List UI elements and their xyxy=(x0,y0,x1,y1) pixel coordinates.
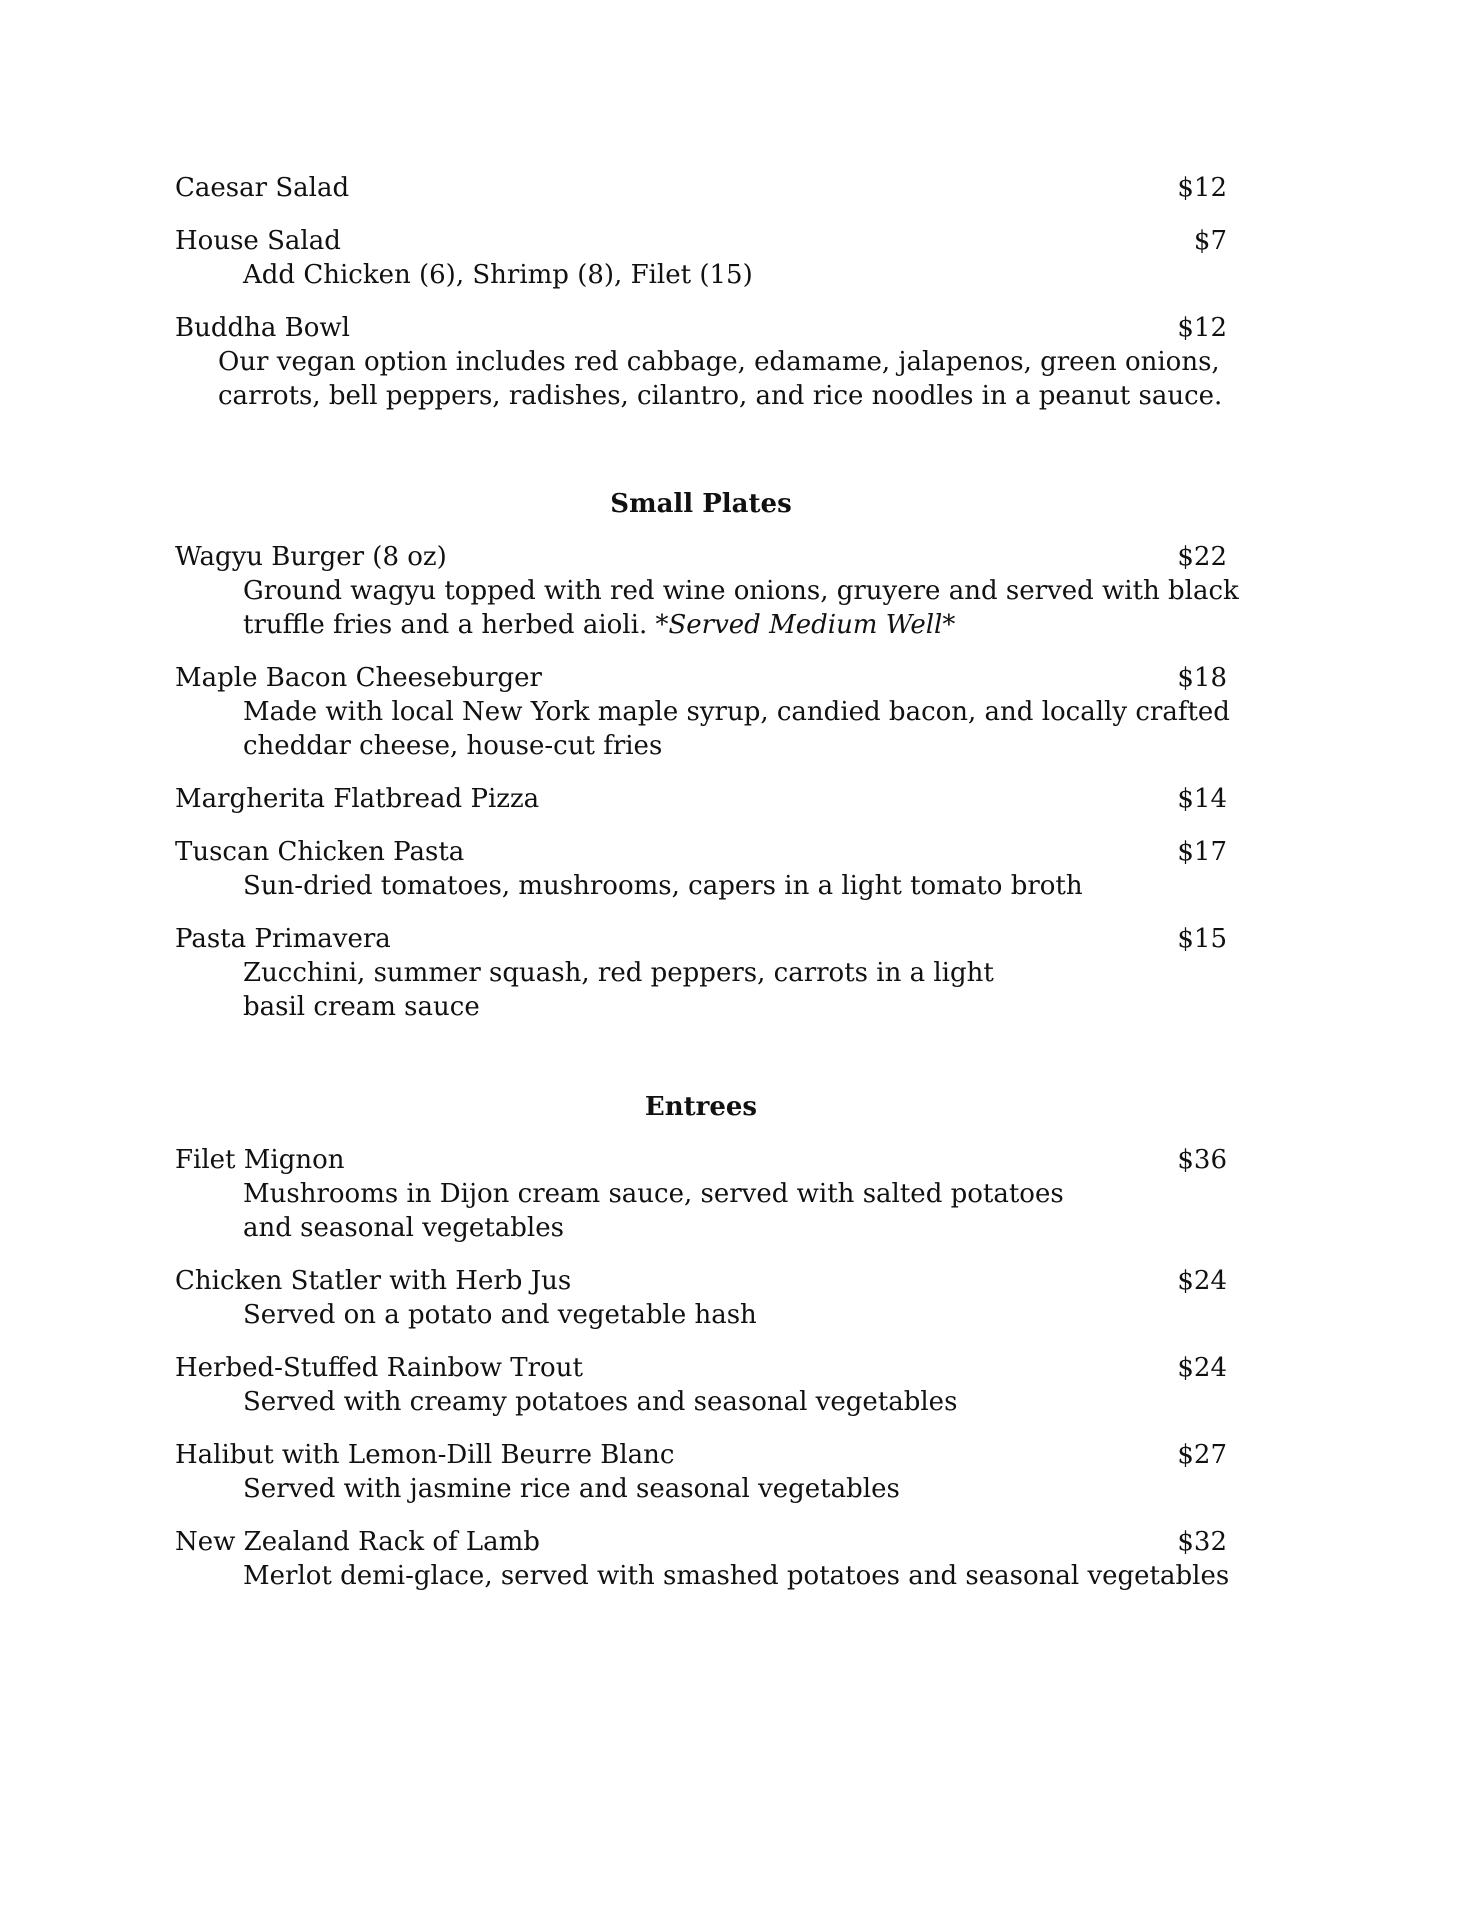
item-name: Chicken Statler with Herb Jus xyxy=(175,1266,572,1296)
item-price: $24 xyxy=(1177,1353,1227,1383)
item-description: Served on a potato and vegetable hash xyxy=(243,1300,757,1330)
item-name: Pasta Primavera xyxy=(175,924,391,954)
description-line: Merlot demi-glace, served with smashed potatoes and seasonal vegetables xyxy=(243,1561,1230,1591)
item-price: $24 xyxy=(1177,1266,1227,1296)
served-medium-well-note: Served Medium Well xyxy=(668,610,943,640)
item-name: Maple Bacon Cheeseburger xyxy=(175,663,542,693)
item-price: $12 xyxy=(1177,173,1227,203)
description-line: cheddar cheese, house-cut fries xyxy=(243,731,663,761)
item-name: Wagyu Burger (8 oz) xyxy=(175,542,447,572)
item-name: Herbed-Stuffed Rainbow Trout xyxy=(175,1353,583,1383)
item-name: Buddha Bowl xyxy=(175,313,350,343)
description-line: Zucchini, summer squash, red peppers, carrots in a light xyxy=(243,958,994,988)
menu-item-wagyu-burger xyxy=(175,540,1239,642)
section-title-entrees: Entrees xyxy=(644,1092,758,1122)
item-price: $12 xyxy=(1177,313,1227,343)
description-line: Ground wagyu topped with red wine onions, gruyere and served with black xyxy=(243,576,1239,606)
item-description: Served with jasmine rice and seasonal vegetables xyxy=(243,1474,900,1504)
description-line: carrots, bell peppers, radishes, cilantro, and rice noodles in a peanut sauce. xyxy=(218,381,1223,411)
description-line: Our vegan option includes red cabbage, edamame, jalapenos, green onions, xyxy=(218,347,1220,377)
menu-item-chicken-statler xyxy=(175,1264,1227,1332)
item-price: $27 xyxy=(1177,1440,1227,1470)
item-description xyxy=(175,574,1239,642)
description-line: truffle fries and a herbed aioli. *Served Medium Well* xyxy=(243,610,956,640)
menu-item-maple-bacon-cheeseburger xyxy=(175,661,1230,763)
menu-item-rainbow-trout xyxy=(175,1351,1227,1419)
description-line: and seasonal vegetables xyxy=(243,1213,564,1243)
menu-page xyxy=(175,171,1239,1612)
item-price: $22 xyxy=(1177,542,1227,572)
item-description: Add Chicken (6), Shrimp (8), Filet (15) xyxy=(243,260,753,290)
menu-item-halibut xyxy=(175,1438,1227,1506)
section-title-small-plates: Small Plates xyxy=(610,489,792,519)
item-name: New Zealand Rack of Lamb xyxy=(175,1527,540,1557)
menu-item-rack-of-lamb xyxy=(175,1525,1230,1593)
item-name: Caesar Salad xyxy=(175,173,350,203)
menu-item-tuscan-chicken-pasta xyxy=(175,835,1227,903)
item-price: $15 xyxy=(1177,924,1227,954)
description-line: Made with local New York maple syrup, candied bacon, and locally crafted xyxy=(243,697,1230,727)
item-description xyxy=(175,345,1227,413)
item-price: $36 xyxy=(1177,1145,1227,1175)
item-description xyxy=(175,695,1230,763)
menu-item-buddha-bowl xyxy=(175,311,1227,413)
description-line: Mushrooms in Dijon cream sauce, served with salted potatoes xyxy=(243,1179,1064,1209)
item-description: Served with creamy potatoes and seasonal vegetables xyxy=(243,1387,958,1417)
description-line: basil cream sauce xyxy=(243,992,480,1022)
item-price: $18 xyxy=(1177,663,1227,693)
item-price: $17 xyxy=(1177,837,1227,867)
item-price: $7 xyxy=(1193,226,1227,256)
item-description xyxy=(175,956,1227,1024)
item-description: Sun-dried tomatoes, mushrooms, capers in a light tomato broth xyxy=(243,871,1083,901)
item-description xyxy=(175,1177,1227,1245)
item-name: Margherita Flatbread Pizza xyxy=(175,784,540,814)
menu-item-house-salad xyxy=(175,224,1227,292)
menu-item-filet-mignon xyxy=(175,1143,1227,1245)
item-name: House Salad xyxy=(175,226,341,256)
item-price: $14 xyxy=(1177,784,1227,814)
menu-item-caesar-salad xyxy=(175,171,1227,205)
item-description xyxy=(175,1559,1230,1593)
item-name: Halibut with Lemon-Dill Beurre Blanc xyxy=(175,1440,675,1470)
menu-item-pasta-primavera xyxy=(175,922,1227,1024)
item-name: Tuscan Chicken Pasta xyxy=(175,837,465,867)
menu-item-margherita-flatbread-pizza xyxy=(175,782,1227,816)
item-price: $32 xyxy=(1177,1527,1227,1557)
item-name: Filet Mignon xyxy=(175,1145,345,1175)
